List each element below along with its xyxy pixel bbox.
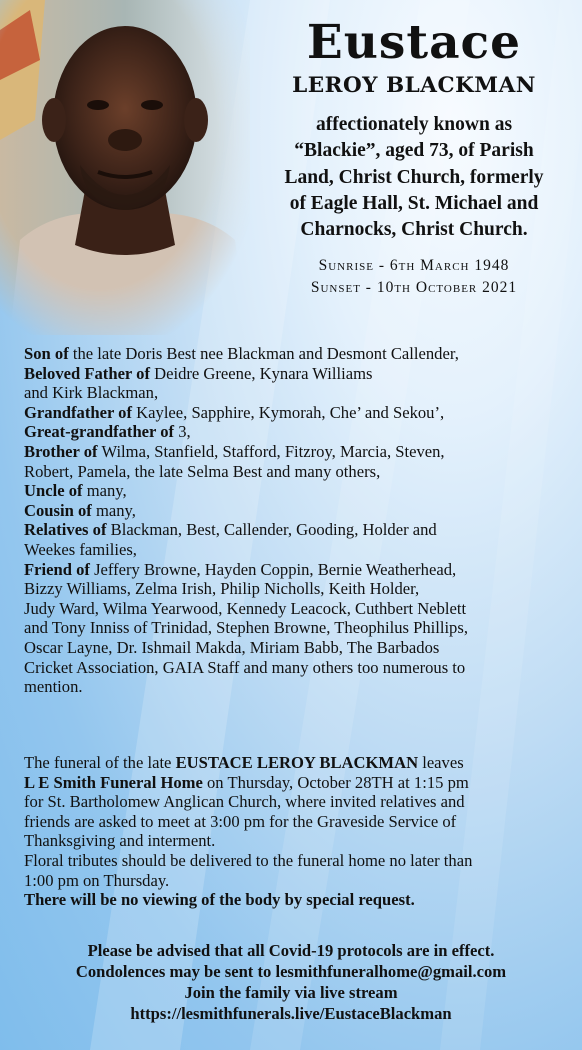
- relation-line: [24, 520, 564, 540]
- relation-line: [24, 560, 564, 580]
- relation-line: [24, 658, 564, 678]
- relation-text: 3,: [178, 422, 191, 442]
- relation-line: [24, 677, 564, 697]
- sunset-date: Sunset - 10th October 2021: [310, 279, 518, 297]
- relation-label: Brother of: [24, 441, 98, 461]
- condolences-email[interactable]: Condolences may be sent to lesmithfuneralhome@gmail.com: [75, 962, 507, 981]
- funeral-home-name: L E Smith Funeral Home: [24, 772, 203, 792]
- footer-notices: [0, 940, 582, 1024]
- funeral-line: friends are asked to meet at 3:00 pm for the Graveside Service of: [24, 811, 457, 831]
- relations-list: [24, 344, 564, 697]
- relation-text: Oscar Layne, Dr. Ishmail Makda, Miriam Babb, The Barbados: [24, 637, 440, 657]
- funeral-line: Thanksgiving and interment.: [24, 831, 216, 851]
- relation-line: [24, 579, 564, 599]
- relation-text: Bizzy Williams, Zelma Irish, Philip Nicholls, Keith Holder,: [24, 579, 420, 599]
- relation-text: Jeffery Browne, Hayden Coppin, Bernie Weatherhead,: [94, 559, 457, 579]
- funeral-line: [24, 773, 569, 793]
- nickname-line: Land, Christ Church, formerly: [284, 166, 544, 188]
- funeral-text: The funeral of the late: [24, 753, 176, 772]
- live-stream-link[interactable]: https://lesmithfunerals.live/EustaceBlackman: [130, 1004, 452, 1023]
- relation-line: [24, 618, 564, 638]
- relation-line: [24, 540, 564, 560]
- relation-line: [24, 638, 564, 658]
- life-dates: [246, 255, 582, 299]
- relation-label: Cousin of: [24, 500, 92, 520]
- deceased-full-name: EUSTACE LEROY BLACKMAN: [175, 753, 419, 772]
- funeral-details: [24, 753, 569, 910]
- sunrise-date: Sunrise - 6th March 1948: [318, 257, 510, 275]
- relation-line: [24, 599, 564, 619]
- covid-notice: Please be advised that all Covid-19 protocols are in effect.: [87, 941, 495, 960]
- relation-line: [24, 481, 564, 501]
- nickname-description: [246, 112, 582, 243]
- nickname-line: Charnocks, Christ Church.: [300, 219, 528, 241]
- middle-last-name: LEROY BLACKMAN: [292, 73, 536, 98]
- relation-text: mention.: [24, 677, 83, 697]
- floral-tributes-line: 1:00 pm on Thursday.: [24, 870, 170, 890]
- nickname-line: affectionately known as: [315, 114, 513, 135]
- relation-text: Cricket Association, GAIA Staff and many others too numerous to: [24, 657, 466, 677]
- live-stream-notice: Join the family via live stream: [184, 983, 398, 1002]
- relation-text: Robert, Pamela, the late Selma Best and many others,: [24, 461, 381, 481]
- funeral-line: for St. Bartholomew Anglican Church, where invited relatives and: [24, 792, 465, 812]
- floral-tributes-line: Floral tributes should be delivered to the funeral home no later than: [24, 850, 473, 870]
- relation-text: Blackman, Best, Callender, Gooding, Holder and: [110, 520, 437, 540]
- relation-line: [24, 422, 564, 442]
- relation-line: [24, 501, 564, 521]
- portrait-photo: [0, 0, 250, 335]
- relation-line: [24, 403, 564, 423]
- relation-label: Son of: [24, 344, 69, 363]
- nickname-line: of Eagle Hall, St. Michael and: [289, 192, 539, 214]
- funeral-text: leaves: [418, 753, 464, 772]
- relation-text: and Tony Inniss of Trinidad, Stephen Browne, Theophilus Phillips,: [24, 618, 468, 638]
- relation-text: Wilma, Stanfield, Stafford, Fitzroy, Marcia, Steven,: [101, 441, 445, 461]
- relation-text: many,: [86, 481, 127, 501]
- relation-text: Deidre Greene, Kynara Williams: [154, 363, 373, 383]
- funeral-line: [24, 753, 569, 773]
- relation-label: Friend of: [24, 559, 90, 579]
- relation-label: Uncle of: [24, 481, 83, 501]
- relation-line: [24, 462, 564, 482]
- relation-line: [24, 344, 564, 364]
- relation-text: Judy Ward, Wilma Yearwood, Kennedy Leacock, Cuthbert Neblett: [24, 598, 467, 618]
- relation-label: Beloved Father of: [24, 363, 150, 383]
- relation-label: Great-grandfather of: [24, 422, 175, 442]
- relation-text: Weekes families,: [24, 539, 137, 559]
- relation-text: Kaylee, Sapphire, Kymorah, Che’ and Sekou’,: [136, 402, 445, 422]
- relation-label: Relatives of: [24, 520, 107, 540]
- name-header: [246, 16, 582, 299]
- relation-line: [24, 364, 564, 384]
- nickname-line: “Blackie”, aged 73, of Parish: [294, 140, 534, 162]
- relation-label: Grandfather of: [24, 402, 133, 422]
- funeral-text: on Thursday, October 28TH at 1:15 pm: [202, 772, 469, 792]
- relation-text: many,: [95, 500, 136, 520]
- relation-line: [24, 442, 564, 462]
- no-viewing-notice: There will be no viewing of the body by special request.: [24, 890, 415, 910]
- first-name: Eustace: [306, 15, 522, 70]
- relation-text: the late Doris Best nee Blackman and Desmont Callender,: [72, 344, 459, 363]
- relation-line: [24, 383, 564, 403]
- relation-text: and Kirk Blackman,: [24, 383, 159, 403]
